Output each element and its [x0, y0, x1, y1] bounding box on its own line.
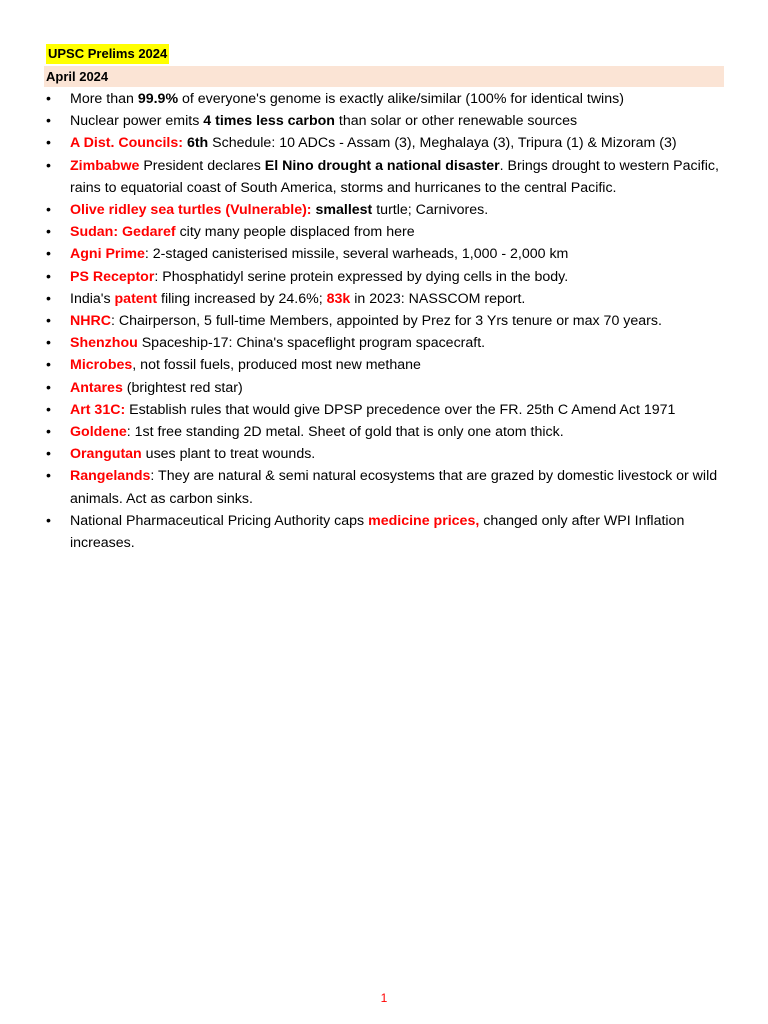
bullet-icon: • — [46, 224, 51, 241]
item-text: Nuclear power emits — [70, 113, 204, 130]
item-text: : Chairperson, 5 full-time Members, appointed by Prez for 3 Yrs tenure or max 70 years. — [110, 313, 662, 330]
bullet-icon: • — [46, 290, 51, 307]
bullet-icon: • — [46, 91, 51, 107]
item-text: President declares — [139, 157, 265, 174]
bullet-icon: • — [46, 424, 51, 441]
item-text: (brightest red star) — [122, 379, 243, 396]
list-item — [44, 465, 724, 509]
item-text: : They are natural & semi natural ecosystems that are grazed by domestic livestock or wild animals. Act as carbon sinks. — [70, 468, 718, 507]
list-item — [44, 288, 724, 310]
notes-list — [44, 88, 724, 554]
bullet-icon: • — [46, 335, 51, 352]
highlight-term: NHRC — [70, 313, 111, 330]
item-text: : Phosphatidyl serine protein expressed by dying cells in the body. — [154, 268, 569, 285]
page-number: 1 — [380, 991, 388, 1005]
list-item — [44, 199, 724, 221]
list-item — [44, 132, 724, 154]
bullet-icon: • — [46, 379, 51, 396]
list-item — [44, 399, 724, 421]
highlight-term: Shenzhou — [70, 335, 138, 352]
bullet-icon: • — [46, 357, 51, 374]
item-text: in 2023: NASSCOM report. — [350, 290, 526, 307]
list-item — [44, 266, 724, 288]
item-text: city many people displaced from here — [175, 224, 415, 241]
list-item — [44, 88, 724, 110]
highlight-term: Sudan: Gedaref — [70, 224, 176, 241]
item-text: than solar or other renewable sources — [334, 113, 578, 130]
item-text: Schedule: 10 ADCs - Assam (3), Meghalaya (3), Tripura (1) & Mizoram (3) — [208, 135, 677, 152]
bullet-icon: • — [46, 446, 51, 463]
bullet-icon: • — [46, 202, 51, 219]
list-item — [44, 310, 724, 332]
bullet-icon: • — [46, 113, 51, 130]
item-text: changed only after WPI Inflation increases. — [70, 512, 685, 552]
highlight-term: Microbes — [70, 357, 133, 374]
highlight-term: PS Receptor — [70, 268, 155, 285]
item-text: : 2-staged canisterised missile, several warheads, 1,000 - 2,000 km — [144, 246, 569, 263]
bold-text: 4 times less carbon — [203, 113, 335, 130]
highlight-term: Olive ridley sea turtles (Vulnerable): — [70, 202, 312, 219]
item-text: : 1st free standing 2D metal. Sheet of gold that is only one atom thick. — [126, 424, 564, 441]
bullet-icon: • — [46, 468, 51, 485]
highlight-term: Rangelands — [70, 468, 151, 485]
list-item — [44, 332, 724, 354]
highlight-term: Antares — [70, 379, 123, 396]
item-text: Establish rules that would give DPSP precedence over the FR. 25th C Amend Act 1971 — [125, 401, 676, 418]
highlight-term: Goldene — [70, 424, 127, 441]
highlight-term: medicine prices, — [368, 512, 480, 529]
highlight-term: A Dist. Councils: — [70, 135, 183, 152]
document-title: UPSC Prelims 2024 — [46, 44, 169, 64]
list-item — [44, 354, 724, 376]
bullet-icon: • — [46, 268, 51, 285]
bullet-icon: • — [46, 313, 51, 330]
bullet-icon: • — [46, 246, 51, 263]
highlight-term: Agni Prime — [70, 246, 145, 263]
bullet-icon: • — [46, 512, 51, 529]
list-item — [44, 110, 724, 132]
highlight-term: patent — [114, 290, 158, 307]
bold-text: El Nino drought a national disaster — [264, 157, 500, 174]
item-text: More than — [70, 91, 138, 107]
list-item — [44, 243, 724, 265]
bold-text: smallest — [315, 202, 373, 219]
bold-text: 6th — [186, 135, 209, 152]
highlight-term: Zimbabwe — [70, 157, 140, 174]
bullet-icon: • — [46, 401, 51, 418]
list-item — [44, 155, 724, 199]
item-text: National Pharmaceutical Pricing Authority caps — [70, 512, 369, 529]
list-item — [44, 421, 724, 443]
highlight-term: 83k — [326, 290, 351, 307]
list-item — [44, 377, 724, 399]
item-text: . Brings drought to western Pacific, rains to equatorial coast of South America, storms and hurricanes to the central Pacific. — [70, 157, 719, 196]
item-text: , not fossil fuels, produced most new methane — [132, 357, 421, 374]
list-item — [44, 221, 724, 243]
list-item — [44, 510, 724, 554]
item-text: of everyone's genome is exactly alike/similar (100% for identical twins) — [178, 91, 624, 107]
item-text: India's — [70, 290, 115, 307]
list-item — [44, 443, 724, 465]
bold-text: 99.9% — [137, 91, 179, 107]
highlight-term: Orangutan — [70, 446, 142, 463]
item-text: uses plant to treat wounds. — [141, 446, 316, 463]
item-text: turtle; Carnivores. — [372, 202, 489, 219]
item-text: Spaceship-17: China's spaceflight program spacecraft. — [137, 335, 486, 352]
bullet-icon: • — [46, 157, 51, 174]
item-text: filing increased by 24.6%; — [157, 290, 327, 307]
bullet-icon: • — [46, 135, 51, 152]
month-heading: April 2024 — [44, 66, 724, 87]
highlight-term: Art 31C: — [70, 401, 126, 418]
